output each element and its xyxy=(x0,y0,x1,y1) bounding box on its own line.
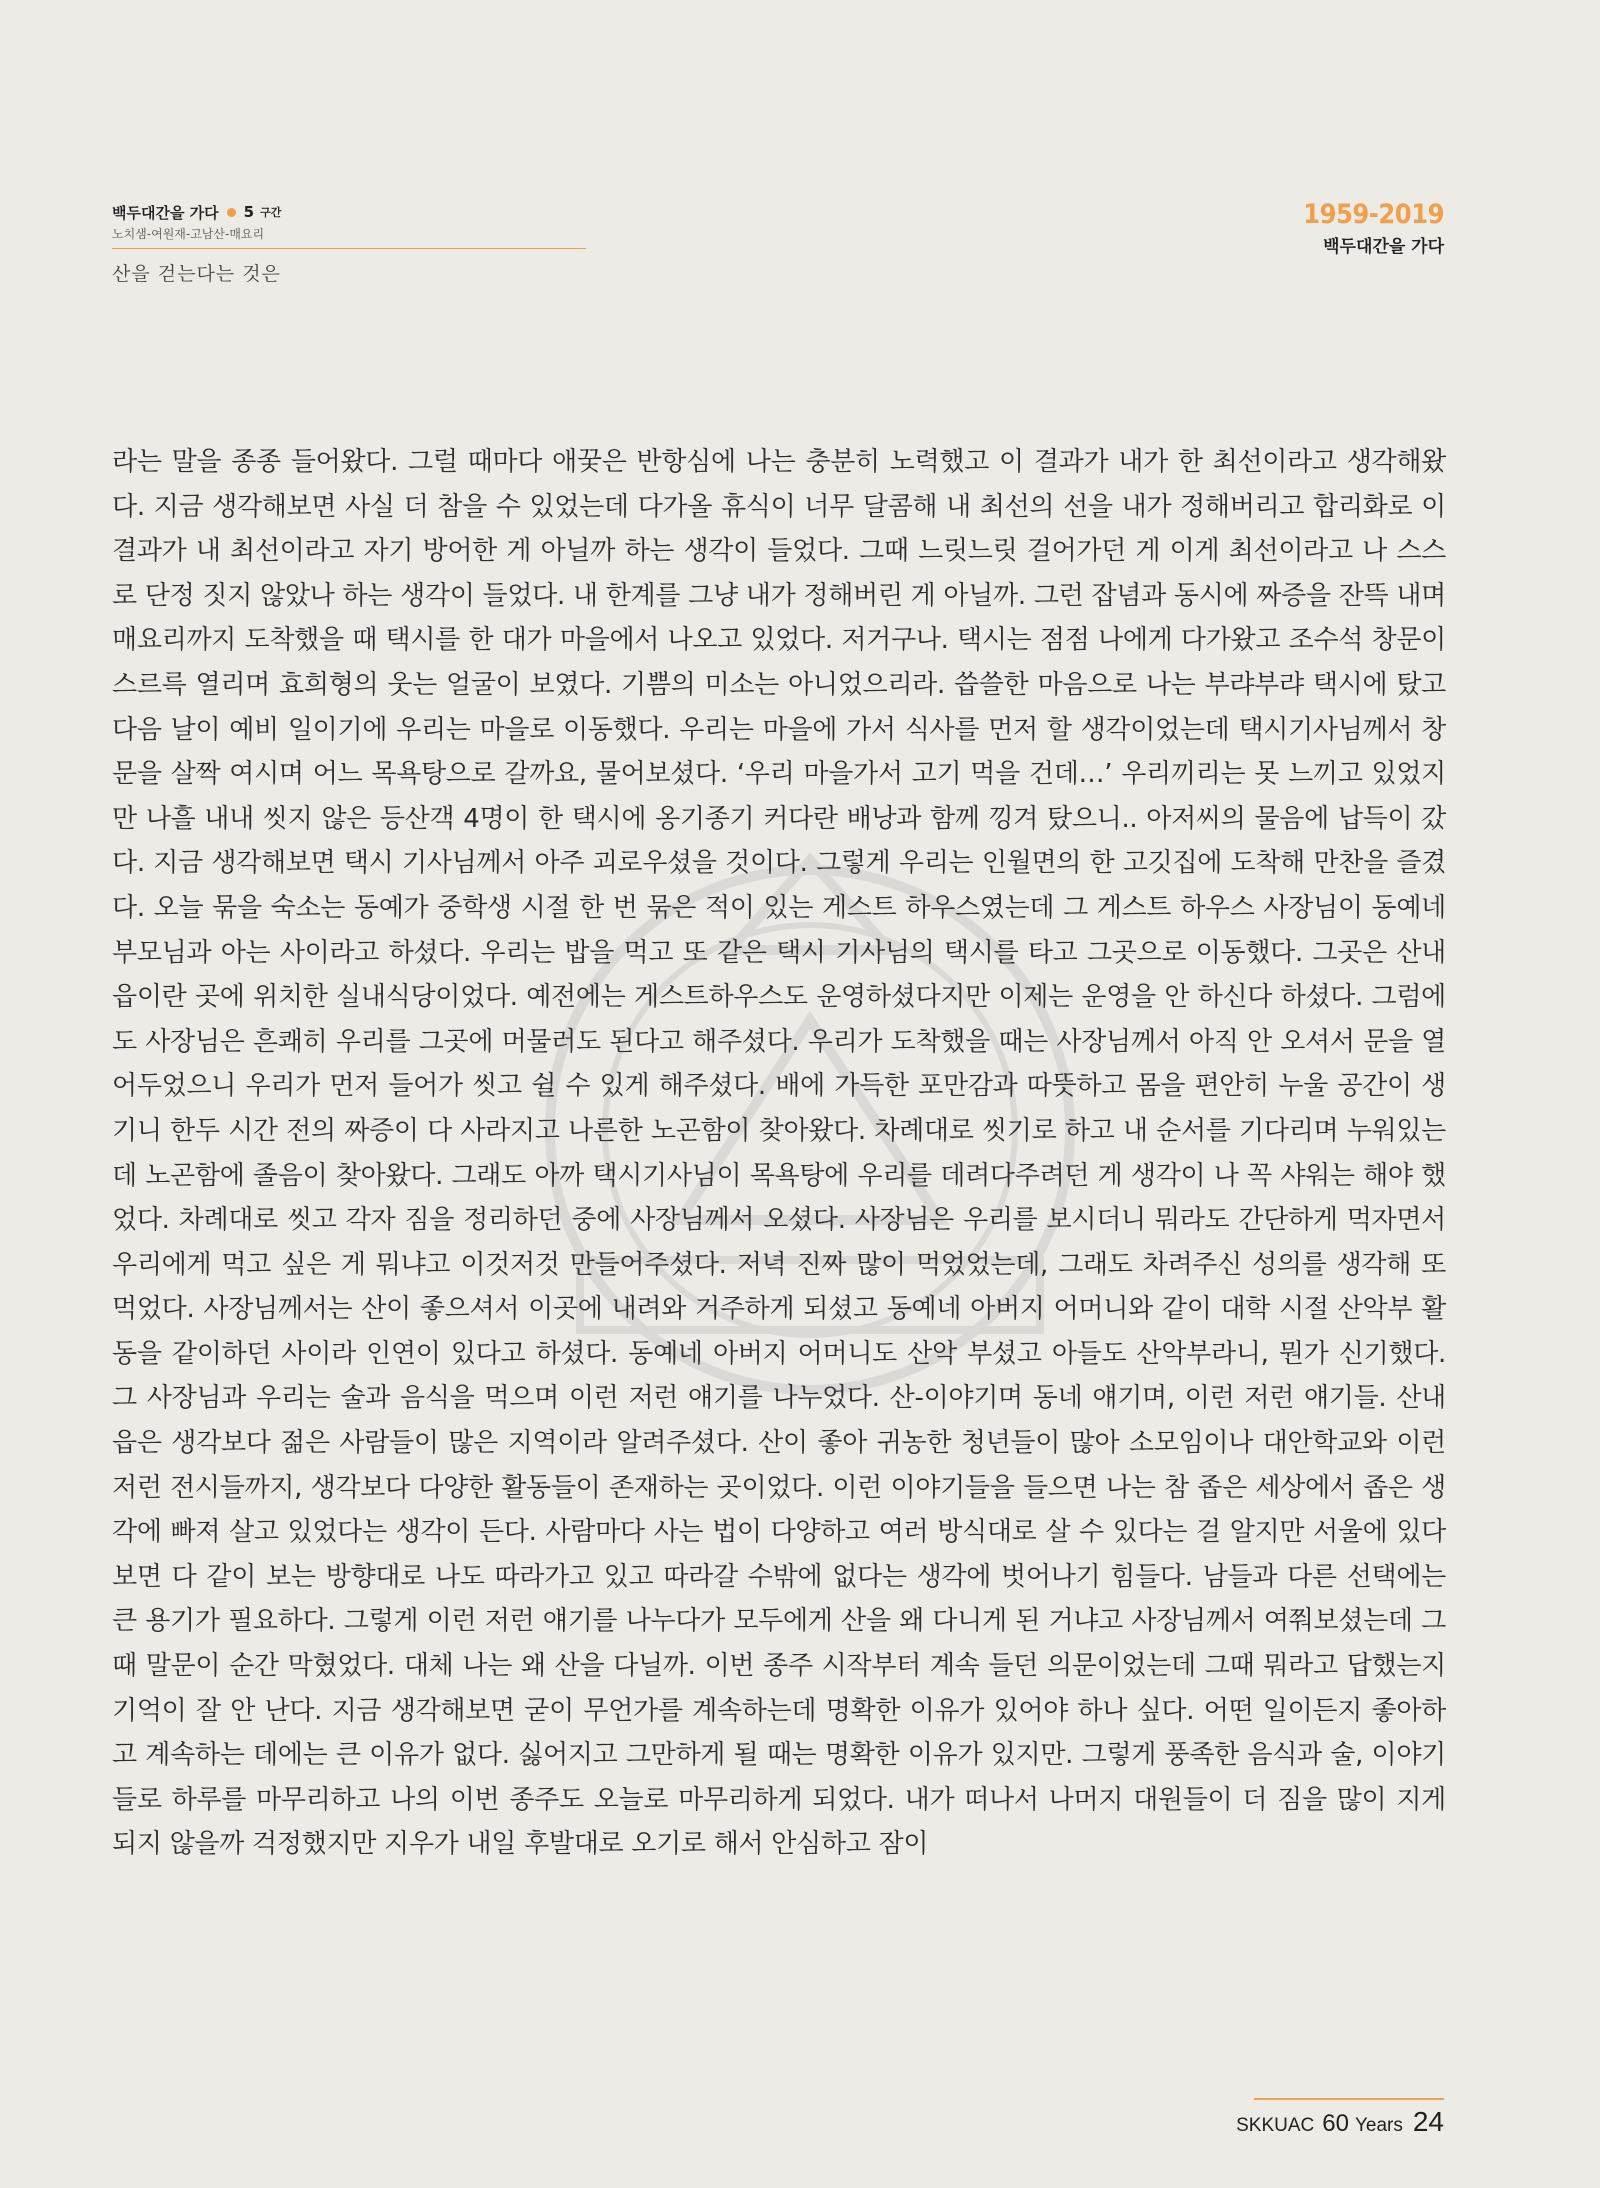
years-word: Years xyxy=(1354,2115,1403,2136)
footer-rule xyxy=(1254,2098,1444,2100)
bullet-dot-icon xyxy=(227,208,236,217)
series-title: 백두대간을 가다 xyxy=(112,203,219,222)
series-title-right: 백두대간을 가다 xyxy=(1323,237,1444,257)
header-right xyxy=(1303,200,1444,257)
page-footer xyxy=(1236,2098,1444,2138)
series-label xyxy=(112,202,586,222)
magazine-name: SKKUAC xyxy=(1236,2115,1315,2136)
segment-number: 5 xyxy=(243,203,255,221)
segment-unit: 구간 xyxy=(260,206,282,219)
body-paragraph: 라는 말을 종종 들어왔다. 그럴 때마다 애꿎은 반항심에 나는 충분히 노력했고 이 결과가 내가 한 최선이라고 생각해왔다. 지금 생각해보면 사실 더 참을 수 있었는데 다가올 휴식이 너무 달콤해 내 최선의 선을 내가 정해버리고 합리화로 이 결과가 내 최선이라고 자기 방어한 게 아닐까 하는 생각이 들었다. 그때 느릿느릿 걸어가던 게 이게 최선이라고 나 스스로 단정 짓지 않았나 하는 생각이 들었다. 내 한계를 그냥 내가 정해버린 게 아닐까. 그런 잡념과 동시에 짜증을 잔뜩 내며 매요리까지 도착했을 때 택시를 한 대가 마을에서 나오고 있었다. 저거구나. 택시는 점점 나에게 다가왔고 조수석 창문이 스르륵 열리며 효희형의 웃는 얼굴이 보였다. 기쁨의 미소는 아니었으리라. 씁쓸한 마음으로 나는 부랴부랴 택시에 탔고 다음 날이 예비 일이기에 우리는 마을로 이동했다. 우리는 마을에 가서 식사를 먼저 할 생각이었는데 택시기사님께서 창문을 살짝 여시며 어느 목욕탕으로 갈까요, 물어보셨다. ‘우리 마을가서 고기 먹을 건데…’ 우리끼리는 못 느끼고 있었지만 나흘 내내 씻지 않은 등산객 4명이 한 택시에 옹기종기 커다란 배낭과 함께 낑겨 탔으니.. 아저씨의 물음에 납득이 갔다. 지금 생각해보면 택시 기사님께서 아주 괴로우셨을 것이다. 그렇게 우리는 인월면의 한 고깃집에 도착해 만찬을 즐겼다. 오늘 묶을 숙소는 동예가 중학생 시절 한 번 묶은 적이 있는 게스트 하우스였는데 그 게스트 하우스 사장님이 동예네 부모님과 아는 사이라고 하셨다. 우리는 밥을 먹고 또 같은 택시 기사님의 택시를 타고 그곳으로 이동했다. 그곳은 산내 읍이란 곳에 위치한 실내식당이었다. 예전에는 게스트하우스도 운영하셨다지만 이제는 운영을 안 하신다 하셨다. 그럼에도 사장님은 흔쾌히 우리를 그곳에 머물러도 된다고 해주셨다. 우리가 도착했을 때는 사장님께서 아직 안 오셔서 문을 열어두었으니 우리가 먼저 들어가 씻고 쉴 수 있게 해주셨다. 배에 가득한 포만감과 따뜻하고 몸을 편안히 누울 공간이 생기니 한두 시간 전의 짜증이 다 사라지고 나른한 노곤함이 찾아왔다. 차례대로 씻기로 하고 내 순서를 기다리며 누워있는데 노곤함에 졸음이 찾아왔다. 그래도 아까 택시기사님이 목욕탕에 우리를 데려다주려던 게 생각이 나 꼭 샤워는 해야 했었다. 차례대로 씻고 각자 짐을 정리하던 중에 사장님께서 오셨다. 사장님은 우리를 보시더니 뭐라도 간단하게 먹자면서 우리에게 먹고 싶은 게 뭐냐고 이것저것 만들어주셨다. 저녁 진짜 많이 먹었었는데, 그래도 차려주신 성의를 생각해 또 먹었다. 사장님께서는 산이 좋으셔서 이곳에 내려와 거주하게 되셨고 동예네 아버지 어머니와 같이 대학 시절 산악부 활동을 같이하던 사이라 인연이 있다고 하셨다. 동예네 아버지 어머니도 산악 부셨고 아들도 산악부라니, 뭔가 신기했다. 그 사장님과 우리는 술과 음식을 먹으며 이런 저런 얘기를 나누었다. 산-이야기며 동네 얘기며, 이런 저런 얘기들. 산내 읍은 생각보다 젊은 사람들이 많은 지역이라 알려주셨다. 산이 좋아 귀농한 청년들이 많아 소모임이나 대안학교와 이런저런 전시들까지, 생각보다 다양한 활동들이 존재하는 곳이었다. 이런 이야기들을 들으면 나는 참 좁은 세상에서 좁은 생각에 빠져 살고 있었다는 생각이 든다. 사람마다 사는 법이 다양하고 여러 방식대로 살 수 있다는 걸 알지만 서울에 있다 보면 다 같이 보는 방향대로 나도 따라가고 있고 따라갈 수밖에 없다는 생각에 벗어나기 힘들다. 남들과 다른 선택에는 큰 용기가 필요하다. 그렇게 이런 저런 얘기를 나누다가 모두에게 산을 왜 다니게 된 거냐고 사장님께서 여쭤보셨는데 그때 말문이 순간 막혔었다. 대체 나는 왜 산을 다닐까. 이번 종주 시작부터 계속 들던 의문이었는데 그때 뭐라고 답했는지 기억이 잘 안 난다. 지금 생각해보면 굳이 무언가를 계속하는데 명확한 이유가 있어야 하나 싶다. 어떤 일이든지 좋아하고 계속하는 데에는 큰 이유가 없다. 싫어지고 그만하게 될 때는 명확한 이유가 있지만. 그렇게 풍족한 음식과 술, 이야기들로 하루를 마무리하고 나의 이번 종주도 오늘로 마무리하게 되었다. 내가 떠나서 나머지 대원들이 더 짐을 많이 지게 되지 않을까 걱정했지만 지우가 내일 후발대로 오기로 해서 안심하고 잠이 xyxy=(112,447,1446,1860)
years-label: 1959-2019 xyxy=(1303,199,1444,230)
article-title: 산을 걷는다는 것은 xyxy=(112,263,281,285)
page-number: 24 xyxy=(1412,2106,1444,2137)
anniversary-number: 60 xyxy=(1322,2110,1349,2137)
header-left xyxy=(112,202,586,286)
route-text: 노치샘-여원재-고남산-매요리 xyxy=(112,225,586,249)
